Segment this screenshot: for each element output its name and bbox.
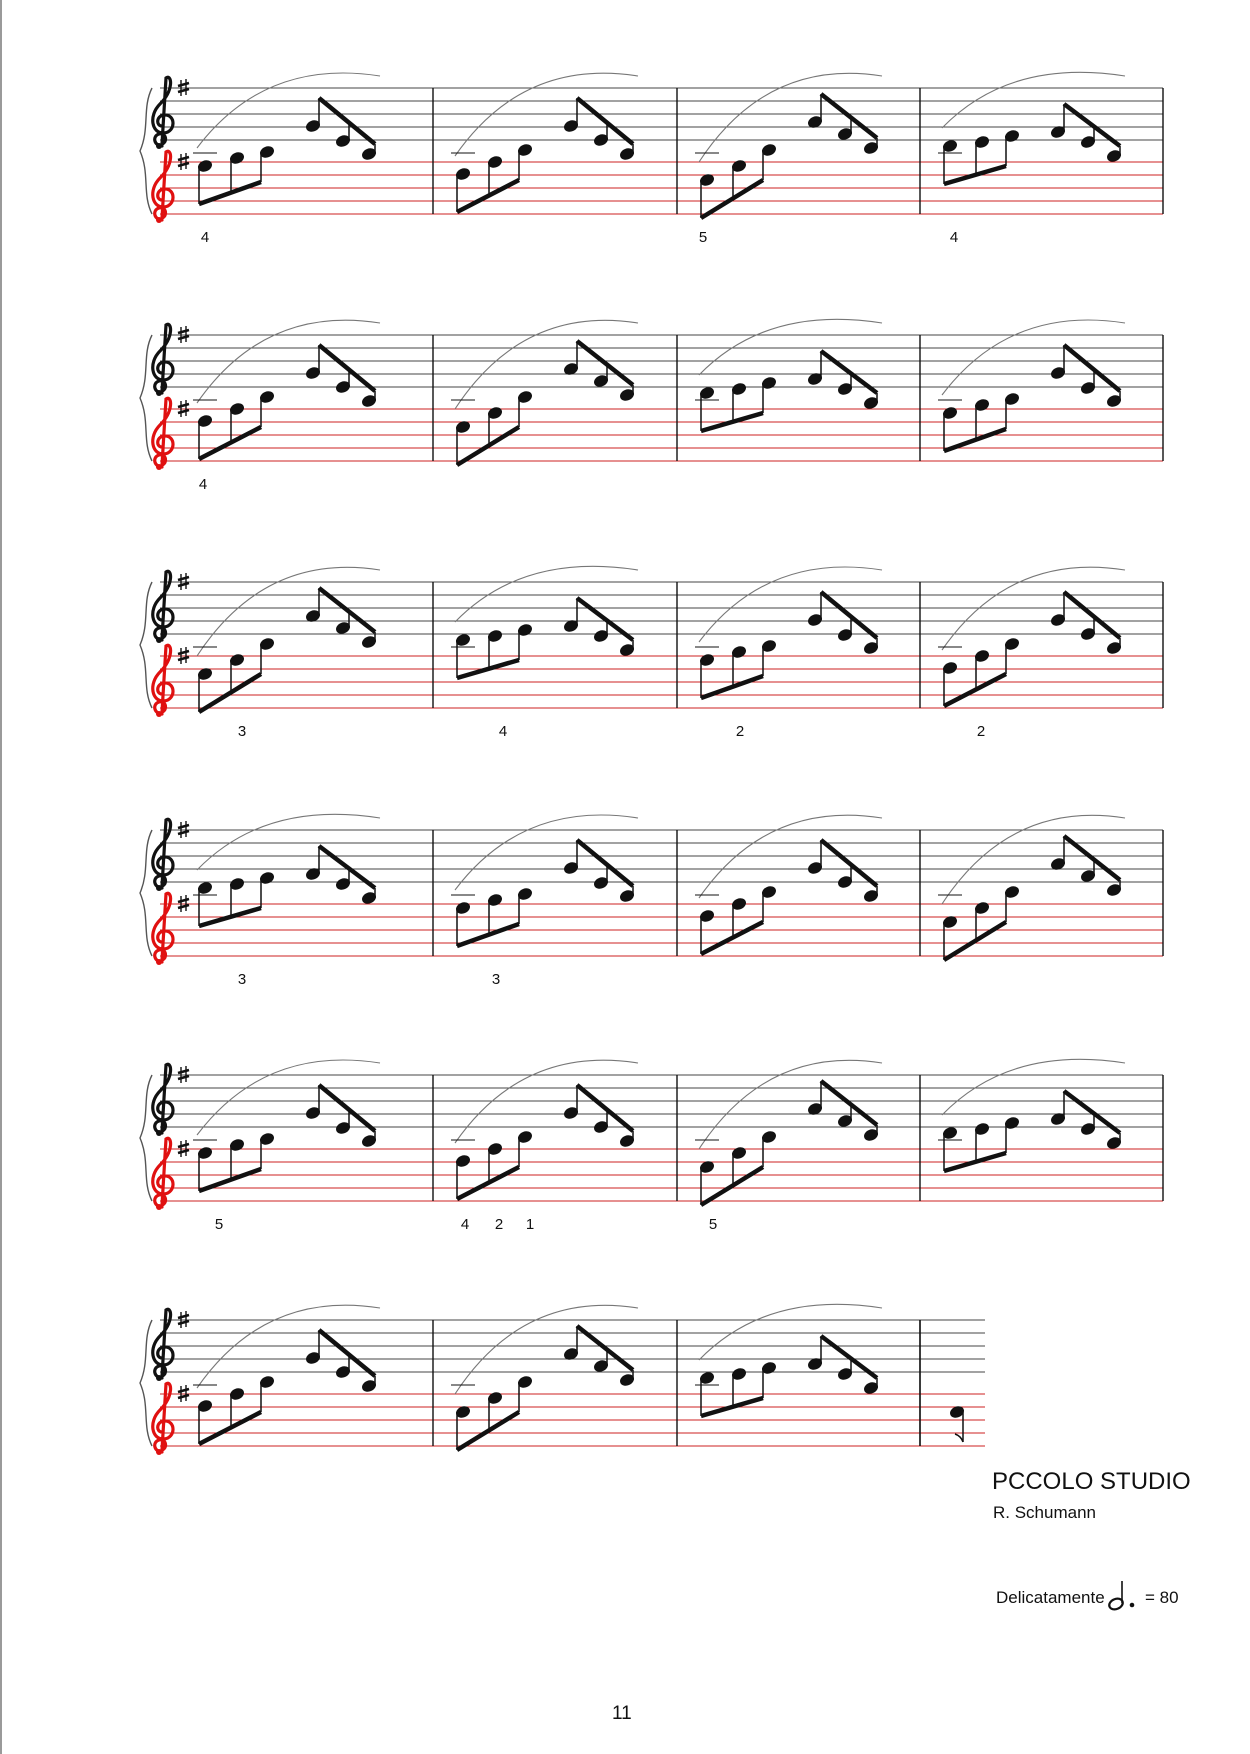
beam xyxy=(457,180,519,212)
dotted-half-note-icon xyxy=(1105,1578,1143,1612)
slur xyxy=(197,320,380,403)
slur xyxy=(197,73,380,148)
staff-system xyxy=(140,1304,985,1455)
slur xyxy=(942,567,1125,650)
system-brace xyxy=(140,335,152,461)
beam xyxy=(199,674,261,712)
staff-system xyxy=(140,814,1163,965)
fingering-number: 1 xyxy=(525,1216,535,1233)
beam xyxy=(199,427,261,459)
fingering-number: 5 xyxy=(214,1216,224,1233)
slur xyxy=(699,1304,882,1360)
beam xyxy=(701,180,763,218)
slur xyxy=(197,1305,380,1388)
slur xyxy=(455,566,638,622)
slur xyxy=(455,815,638,890)
composer-name: R. Schumann xyxy=(993,1503,1096,1522)
tempo-value: = 80 xyxy=(1145,1588,1179,1607)
system-brace xyxy=(140,830,152,956)
beam xyxy=(199,1412,261,1444)
slur xyxy=(699,319,882,375)
fingering-number: 2 xyxy=(494,1216,504,1233)
slur xyxy=(197,1060,380,1135)
fingering-number: 4 xyxy=(200,229,210,246)
slur xyxy=(699,567,882,642)
slur xyxy=(197,814,380,870)
beam xyxy=(457,427,519,465)
staff-system xyxy=(140,566,1163,717)
slur xyxy=(942,72,1125,128)
fingering-number: 3 xyxy=(237,723,247,740)
beam xyxy=(701,1167,763,1205)
staff-system xyxy=(140,319,1163,470)
tempo-marking: Delicatamente xyxy=(996,1588,1105,1607)
slur xyxy=(455,1060,638,1143)
fingering-number: 4 xyxy=(198,476,208,493)
fingering-number: 4 xyxy=(949,229,959,246)
beam xyxy=(701,922,763,954)
system-brace xyxy=(140,1320,152,1446)
beam xyxy=(457,1412,519,1450)
fingering-number: 2 xyxy=(735,723,745,740)
fingering-number: 3 xyxy=(491,971,501,988)
system-brace xyxy=(140,88,152,214)
piece-title: PCCOLO STUDIO xyxy=(992,1468,1191,1495)
slur xyxy=(455,73,638,156)
fingering-number: 2 xyxy=(976,723,986,740)
fingering-number: 3 xyxy=(237,971,247,988)
staff-system xyxy=(140,1059,1163,1210)
fingering-number: 4 xyxy=(460,1216,470,1233)
slur xyxy=(699,815,882,898)
note-flag xyxy=(955,1434,963,1442)
beam xyxy=(457,1167,519,1199)
fingering-number: 5 xyxy=(708,1216,718,1233)
system-brace xyxy=(140,582,152,708)
system-brace xyxy=(140,1075,152,1201)
staff-system xyxy=(140,72,1163,223)
fingering-number: 5 xyxy=(698,229,708,246)
slur xyxy=(942,1059,1125,1115)
beam xyxy=(944,674,1006,706)
fingering-number: 4 xyxy=(498,723,508,740)
slur xyxy=(942,320,1125,395)
page-number: 11 xyxy=(612,1703,632,1724)
beam xyxy=(944,922,1006,960)
